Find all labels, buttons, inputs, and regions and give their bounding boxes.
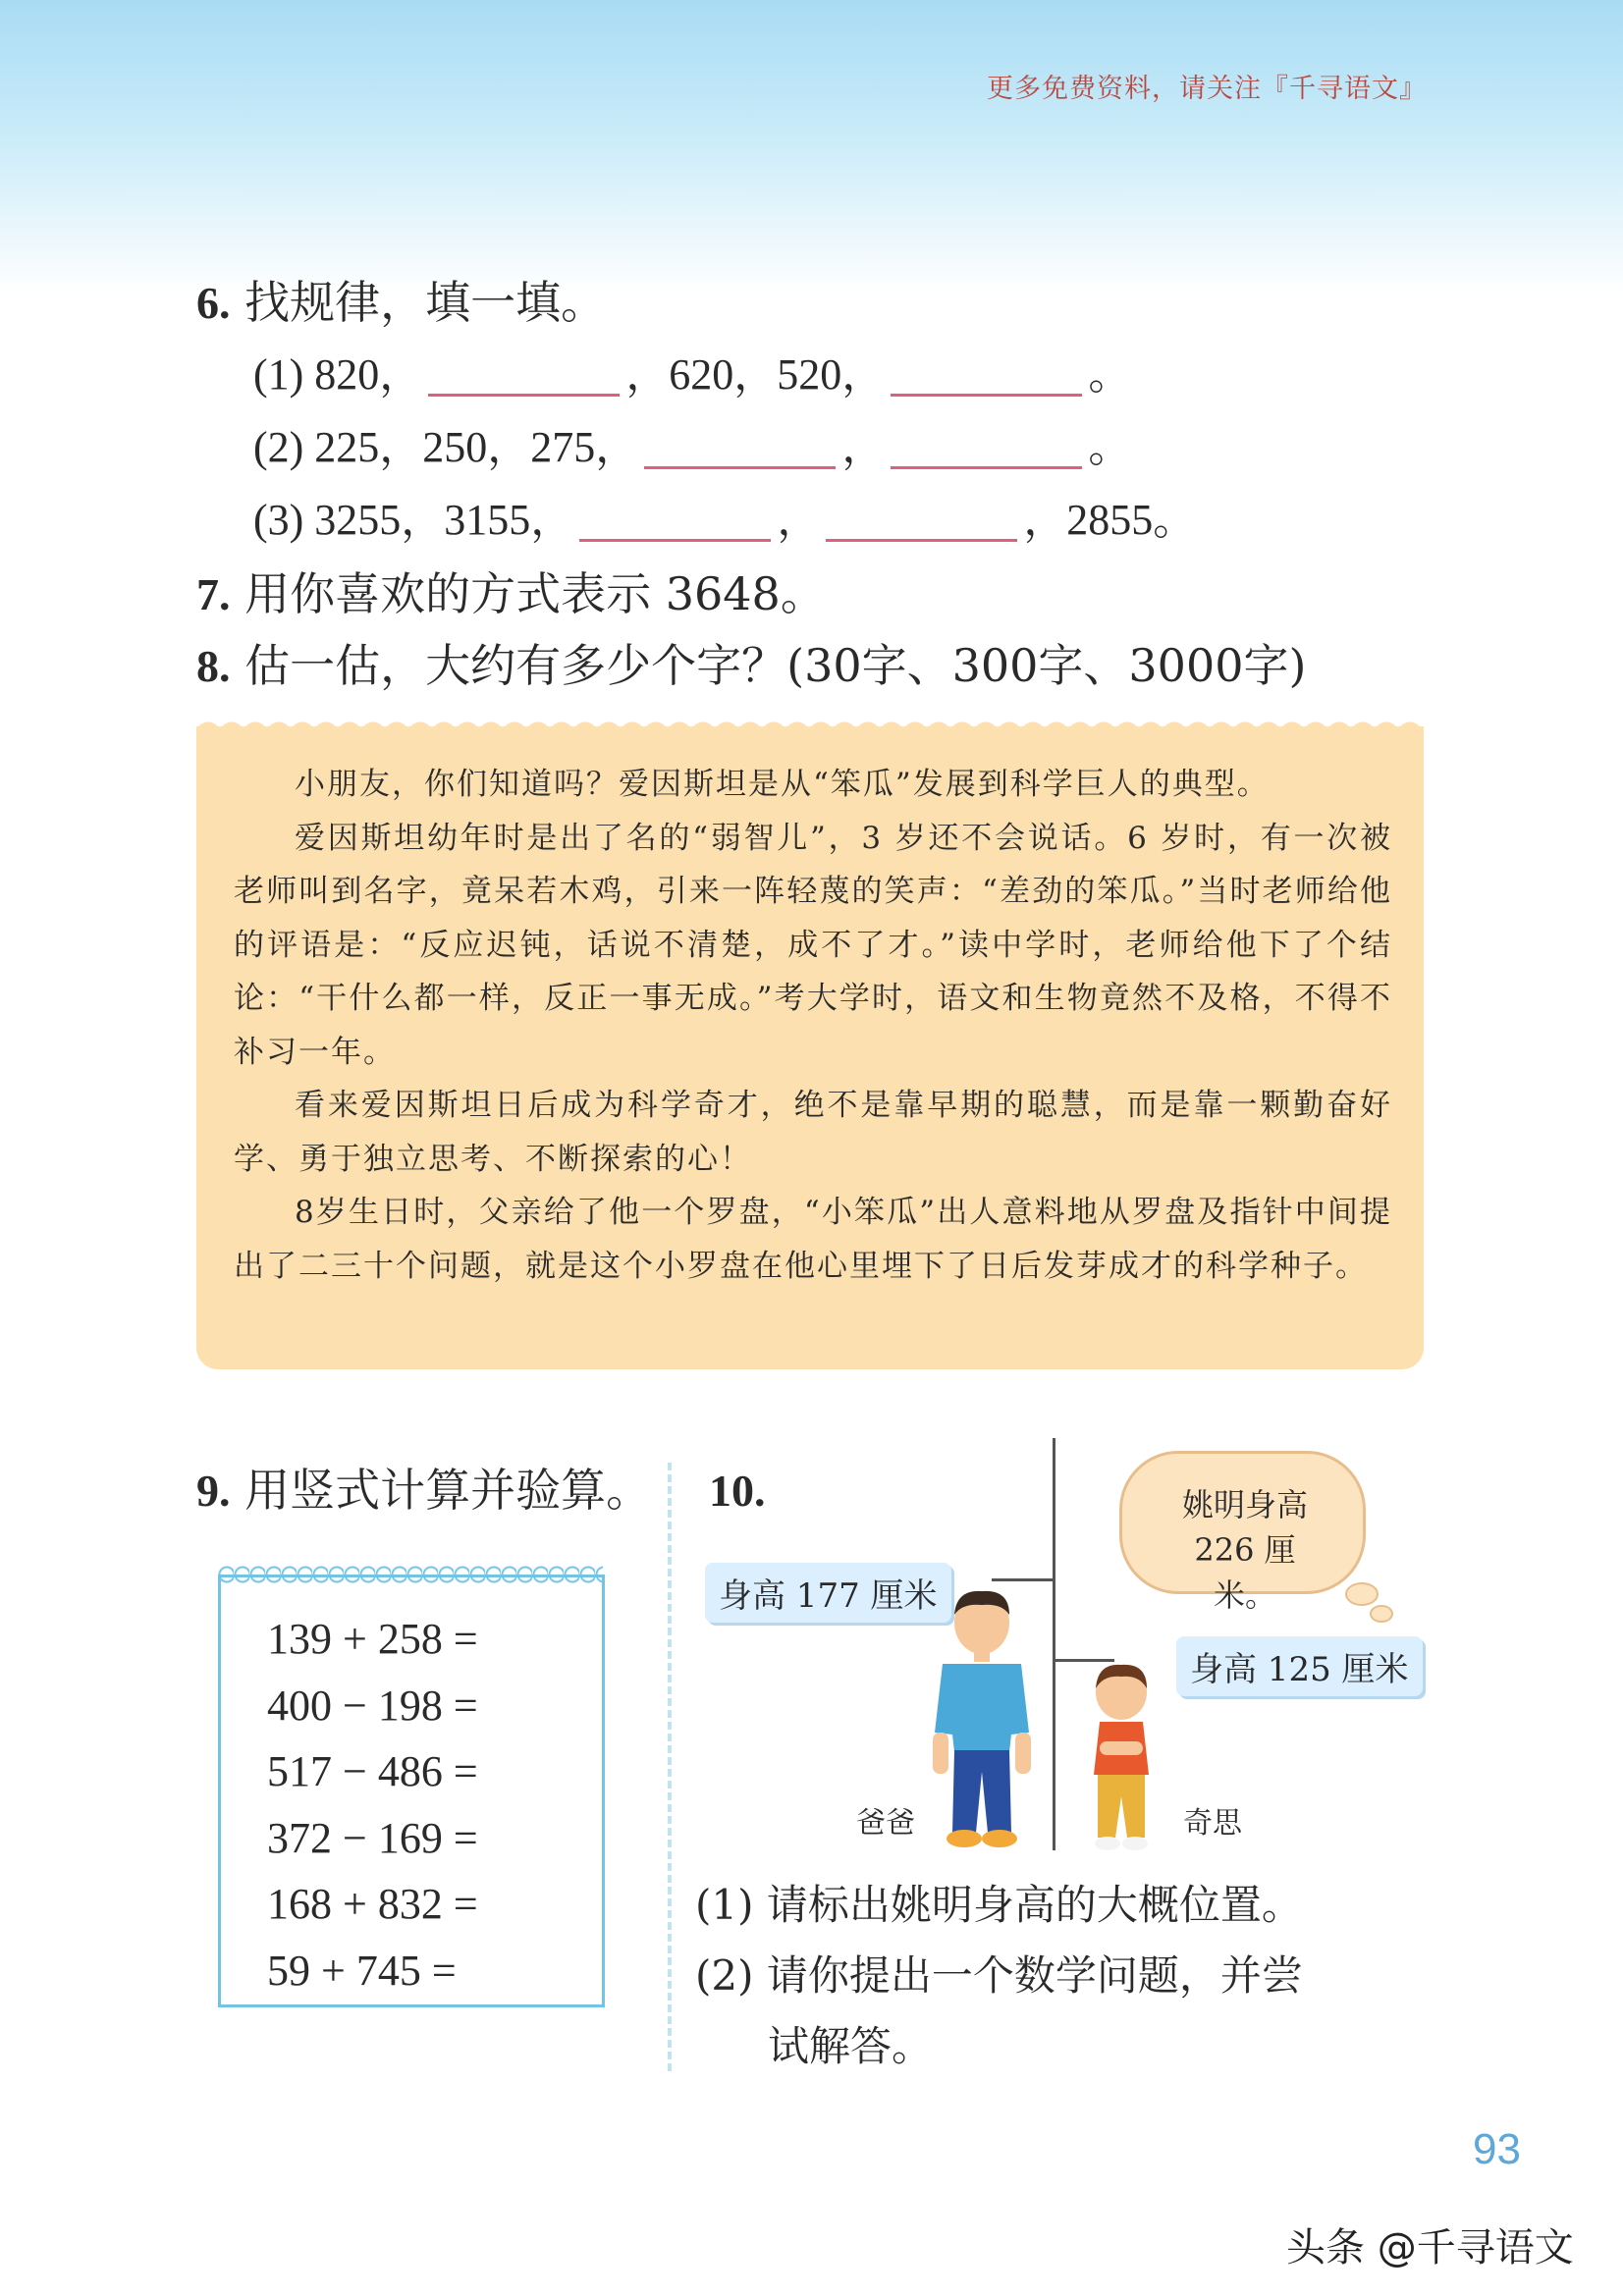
page-number: 93 — [1473, 2125, 1521, 2173]
answer-blank[interactable] — [826, 506, 1017, 542]
q6-line2-mid: ， — [841, 423, 886, 471]
dad-height-tick — [992, 1578, 1053, 1581]
answer-blank[interactable] — [644, 433, 836, 469]
q6-line2 — [253, 423, 1132, 471]
kid-name: 奇思 — [1183, 1806, 1242, 1841]
q8-text: 估一估，大约有多少个字？(30字、300字、3000字) — [244, 639, 1307, 692]
q7-text: 用你喜欢的方式表示 3648。 — [244, 567, 826, 620]
q6-line2-prefix: (2) 225，250，275， — [253, 423, 639, 471]
notepad-spiral — [218, 1561, 603, 1584]
q6-line3 — [253, 496, 1197, 544]
q6-line3-mid: ， — [777, 496, 821, 544]
calc-item: 168 + 832 = — [267, 1880, 478, 1928]
kid-height-label: 身高 125 厘米 — [1176, 1636, 1423, 1696]
calc-item: 372 − 169 = — [267, 1813, 478, 1862]
q9-text: 用竖式计算并验算。 — [244, 1464, 652, 1517]
q8 — [196, 639, 1307, 692]
q7-number: 7. — [196, 569, 231, 619]
q6-line1 — [253, 350, 1132, 399]
thought-text — [1166, 1482, 1324, 1618]
q10-sub2-cont: 试解答。 — [768, 2022, 934, 2070]
height-scale-line — [1053, 1438, 1055, 1850]
story-text — [234, 758, 1392, 1293]
promo-text: 更多免费资料，请关注『千寻语文』 — [987, 74, 1427, 104]
q10-number: 10. — [709, 1466, 766, 1516]
story-paragraph: 小朋友，你们知道吗？爱因斯坦是从“笨瓜”发展到科学巨人的典型。 — [295, 767, 1270, 802]
q6-line3-end: ，2855。 — [1023, 496, 1197, 544]
q7 — [196, 567, 826, 620]
q9-title — [196, 1464, 652, 1517]
dad-figure-illustration — [913, 1585, 1051, 1852]
q6-title — [196, 276, 607, 329]
answer-blank[interactable] — [579, 506, 771, 542]
q6-line1-mid: ，620，520， — [625, 350, 886, 399]
q10-sub1: (1) 请标出姚明身高的大概位置。 — [695, 1881, 1303, 1929]
calc-item: 139 + 258 = — [267, 1615, 478, 1663]
q10-sub2: (2) 请你提出一个数学问题，并尝 — [695, 1951, 1303, 2000]
calc-list — [267, 1606, 478, 2003]
q6-prompt: 找规律，填一填。 — [244, 276, 607, 329]
dad-name: 爸爸 — [856, 1806, 915, 1841]
thought-line: 226 厘米。 — [1194, 1531, 1296, 1614]
q9-number: 9. — [196, 1466, 231, 1516]
dad-height-label: 身高 177 厘米 — [705, 1563, 951, 1623]
q6-line2-end: 。 — [1088, 423, 1132, 471]
column-divider — [668, 1463, 672, 2071]
header-band — [0, 0, 1623, 294]
watermark: 头条 @千寻语文 — [1286, 2225, 1574, 2270]
q6-line1-end: 。 — [1088, 350, 1132, 399]
thought-puff — [1345, 1582, 1379, 1606]
calc-item: 400 − 198 = — [267, 1681, 478, 1730]
q6-line1-prefix: (1) 820， — [253, 350, 423, 399]
answer-blank[interactable] — [891, 433, 1082, 469]
q6-line3-prefix: (3) 3255，3155， — [253, 496, 574, 544]
story-paragraph: 看来爱因斯坦日后成为科学奇才，绝不是靠早期的聪慧，而是靠一颗勤奋好学、勇于独立思考、不断探索的心！ — [234, 1088, 1392, 1177]
answer-blank[interactable] — [891, 360, 1082, 397]
q10-title — [709, 1468, 766, 1514]
calc-item: 517 − 486 = — [267, 1747, 478, 1795]
thought-puff — [1370, 1605, 1393, 1623]
answer-blank[interactable] — [428, 360, 620, 397]
calc-item: 59 + 745 = — [267, 1946, 457, 1995]
story-paragraph: 爱因斯坦幼年时是出了名的“弱智儿”，3 岁还不会说话。6 岁时，有一次被老师叫到名字，竟呆若木鸡，引来一阵轻蔑的笑声：“差劲的笨瓜。”当时老师给他的评语是：“反应迟钝，话说不清楚，成不了才。”读中学时，老师给他下了个结论：“干什么都一样，反正一事无成。”考大学时，语文和生物竟然不及格，不得不补习一年。 — [234, 820, 1392, 1070]
q6-number: 6. — [196, 278, 231, 328]
kid-figure-illustration — [1080, 1659, 1163, 1853]
story-paragraph: 8岁生日时，父亲给了他一个罗盘，“小笨瓜”出人意料地从罗盘及指针中间提出了二三十个问题，就是这个小罗盘在他心里埋下了日后发芽成才的科学种子。 — [234, 1195, 1392, 1284]
q8-number: 8. — [196, 641, 231, 691]
thought-line: 姚明身高 — [1181, 1486, 1308, 1523]
